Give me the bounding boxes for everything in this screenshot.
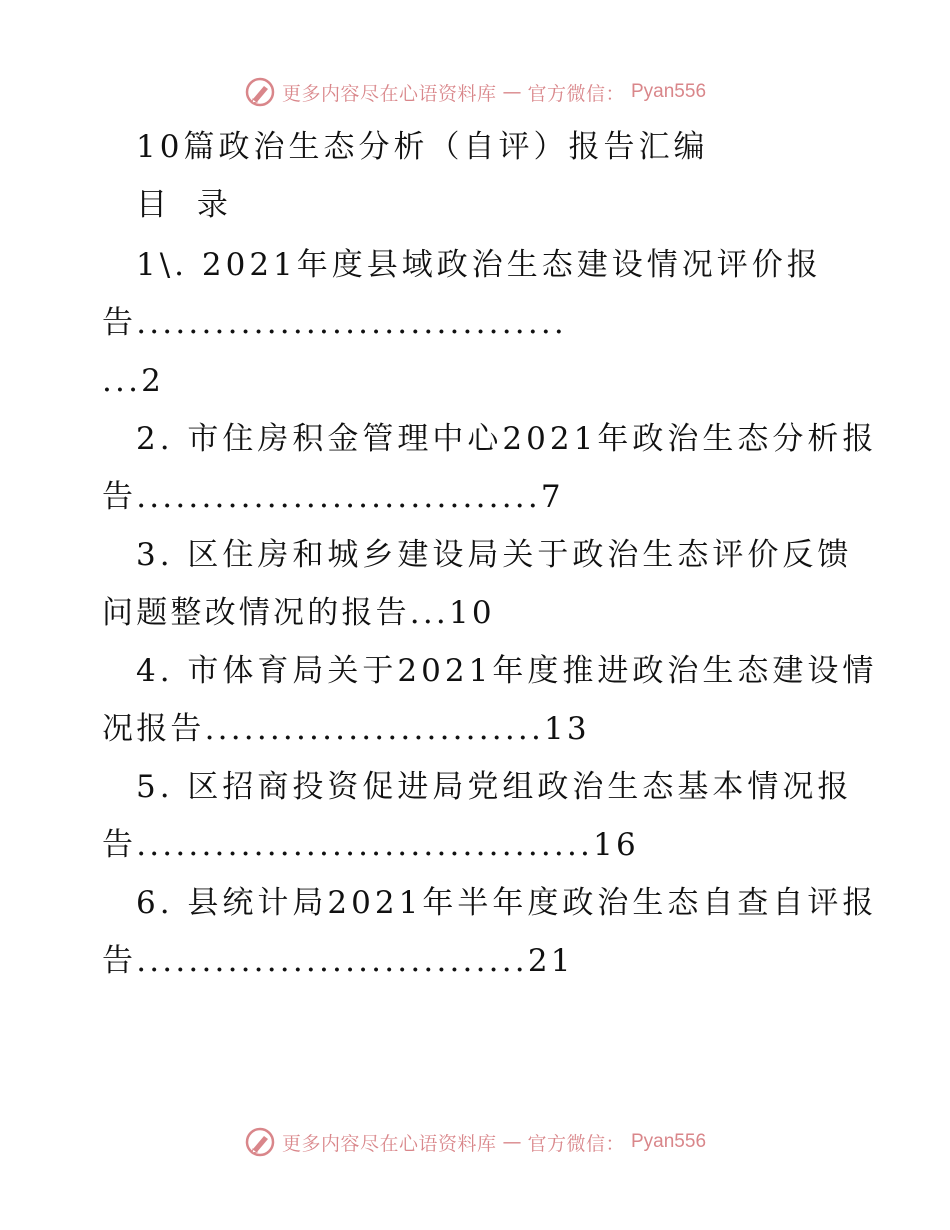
toc-entry-6-title: 6. 县统计局2021年半年度政治生态自查自评报 (136, 885, 878, 921)
toc-entry-2-title: 2. 市住房积金管理中心2021年政治生态分析报 (136, 421, 878, 457)
watermark-text: 更多内容尽在心语资料库 (281, 1132, 497, 1155)
toc-entry-4-title: 4. 市体育局关于2021年度推进政治生态建设情 (136, 653, 878, 689)
toc-entry-3-leader: 问题整改情况的报告...10 (102, 595, 495, 631)
watermark-wechat-id: Pyan556 (631, 81, 707, 102)
footer-watermark (0, 1126, 950, 1158)
toc-entry-3-title: 3. 区住房和城乡建设局关于政治生态评价反馈 (136, 537, 853, 573)
toc-entry-2-leader: 告...............................7 (102, 479, 564, 515)
toc-entry-1-page: ...2 (102, 363, 165, 399)
watermark-wechat-label: 官方微信： (527, 82, 625, 105)
document-title: 10篇政治生态分析（自评）报告汇编 (136, 129, 709, 165)
toc-heading: 目 录 (136, 187, 238, 223)
toc-entry-4-leader: 况报告..........................13 (102, 711, 590, 747)
header-watermark (0, 76, 950, 108)
toc-entry-1-leader: 告................................. (102, 305, 567, 341)
watermark-separator: — (502, 81, 522, 103)
pen-logo-icon (244, 76, 276, 108)
toc-entry-5-title: 5. 区招商投资促进局党组政治生态基本情况报 (136, 769, 853, 805)
toc-entry-5-leader: 告...................................16 (102, 827, 639, 863)
toc-entry-1-title: 1\. 2021年度县域政治生态建设情况评价报 (136, 247, 822, 283)
watermark-wechat-label: 官方微信： (527, 1132, 625, 1155)
watermark-text: 更多内容尽在心语资料库 (281, 82, 497, 105)
pen-logo-icon (244, 1126, 276, 1158)
watermark-separator: — (502, 1131, 522, 1153)
watermark-wechat-id: Pyan556 (631, 1131, 707, 1152)
toc-entry-6-leader: 告..............................21 (102, 943, 574, 979)
